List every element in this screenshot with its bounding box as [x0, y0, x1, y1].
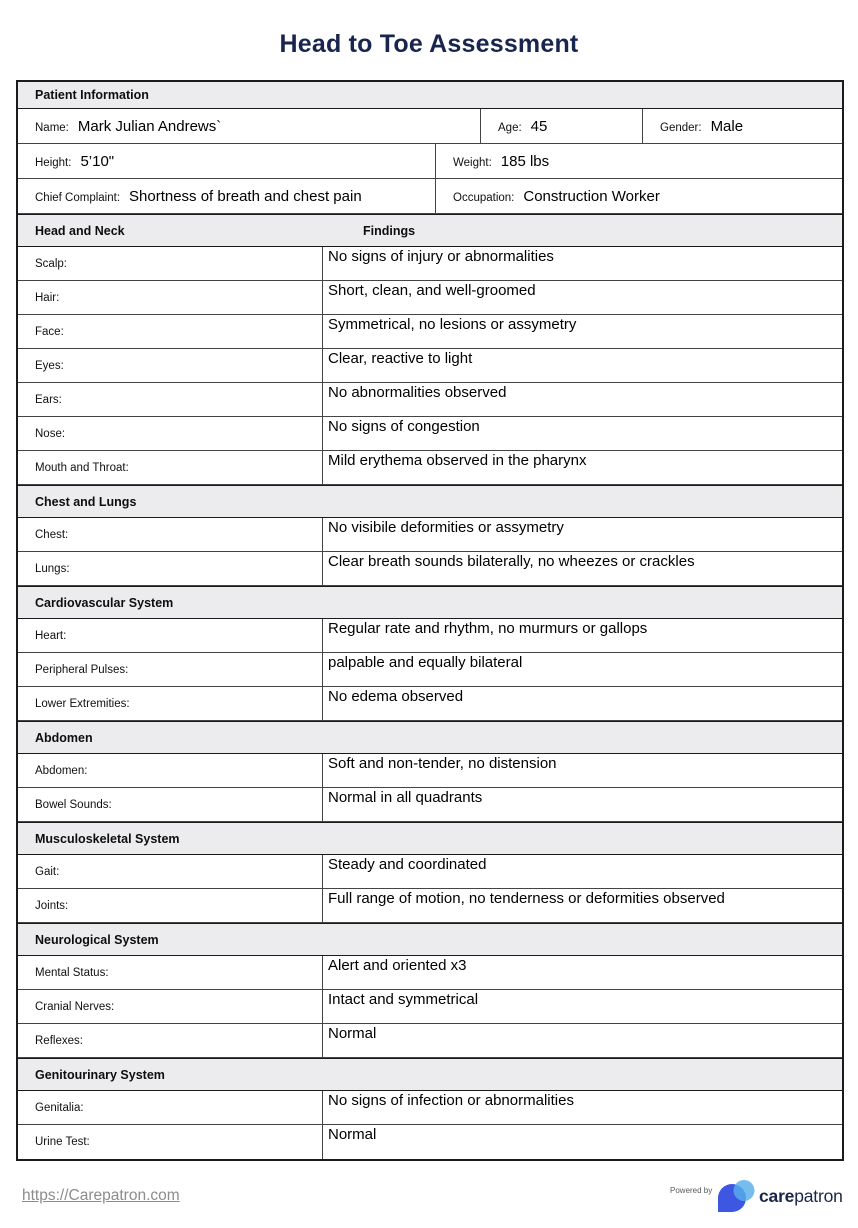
assessment-row: [18, 383, 842, 417]
row-value-cell[interactable]: [322, 855, 842, 888]
row-value-cell[interactable]: [322, 518, 842, 551]
section-header-label: Head and Neck: [35, 223, 125, 238]
carepatron-brand: [716, 1178, 843, 1215]
row-label-cell: [18, 788, 322, 821]
row-label: Face:: [35, 325, 64, 338]
row-value-cell[interactable]: [322, 383, 842, 416]
assessment-row: [18, 653, 842, 687]
row-label-cell: [18, 552, 322, 585]
height-cell[interactable]: [18, 144, 435, 178]
weight-cell[interactable]: [435, 144, 842, 178]
assessment-row: [18, 889, 842, 923]
assessment-row: [18, 619, 842, 653]
row-value: Steady and coordinated: [328, 856, 487, 873]
row-label-cell: [18, 281, 322, 314]
section-header-abdomen: [18, 721, 842, 754]
section-header-genitourinary-system: [18, 1058, 842, 1091]
patient-info-row-1: [18, 109, 842, 144]
row-value: Normal: [328, 1126, 377, 1143]
row-label: Urine Test:: [35, 1136, 90, 1148]
row-label-cell: [18, 956, 322, 989]
row-value: Normal: [328, 1025, 377, 1042]
row-label: Scalp:: [35, 257, 67, 270]
row-value-cell[interactable]: [322, 281, 842, 314]
patient-info-row-2: [18, 144, 842, 179]
section-header-musculoskeletal-system: [18, 822, 842, 855]
section-header-label: Neurological System: [35, 932, 159, 947]
row-value-cell[interactable]: [322, 754, 842, 787]
row-label-cell: [18, 451, 322, 484]
row-label: Reflexes:: [35, 1034, 83, 1047]
row-label: Chest:: [35, 528, 69, 541]
row-label: Nose:: [35, 427, 66, 440]
row-label-cell: [18, 990, 322, 1023]
name-label: Name:: [35, 121, 69, 134]
findings-column-header: Findings: [363, 223, 416, 238]
row-value-cell[interactable]: [322, 653, 842, 686]
assessment-row: [18, 315, 842, 349]
brand-wordmark-patron: patron: [794, 1186, 843, 1206]
section-header-label: Cardiovascular System: [35, 595, 174, 610]
assessment-sections: [18, 214, 842, 1159]
name-cell[interactable]: [18, 109, 480, 143]
row-value: Regular rate and rhythm, no murmurs or gallops: [328, 620, 648, 637]
assessment-row: [18, 518, 842, 552]
row-value: No visibile deformities or assymetry: [328, 519, 564, 536]
row-value: Clear breath sounds bilaterally, no wheezes or crackles: [328, 553, 695, 570]
weight-label: Weight:: [453, 156, 492, 169]
row-label-cell: [18, 1091, 322, 1124]
assessment-row: [18, 281, 842, 315]
row-value: No abnormalities observed: [328, 384, 507, 401]
row-label: Joints:: [35, 899, 69, 912]
row-value-cell[interactable]: [322, 451, 842, 484]
row-label-cell: [18, 518, 322, 551]
chief-complaint-value: Shortness of breath and chest pain: [129, 187, 362, 205]
height-value: 5’10": [80, 152, 115, 170]
page-title: Head to Toe Assessment: [279, 30, 579, 58]
row-label: Lower Extremities:: [35, 697, 130, 710]
row-label-cell: [18, 619, 322, 652]
row-value: Mild erythema observed in the pharynx: [328, 452, 587, 469]
gender-value: Male: [710, 117, 744, 135]
row-label-cell: [18, 1125, 322, 1159]
row-label-cell: [18, 349, 322, 382]
section-header-chest-and-lungs: [18, 485, 842, 518]
row-value-cell[interactable]: [322, 889, 842, 922]
assessment-row: [18, 417, 842, 451]
row-value: palpable and equally bilateral: [328, 654, 523, 671]
assessment-section: [18, 923, 842, 1058]
row-label-cell: [18, 889, 322, 922]
section-header-label: Genitourinary System: [35, 1067, 165, 1082]
assessment-row: [18, 552, 842, 586]
assessment-row: [18, 687, 842, 721]
row-label-cell: [18, 754, 322, 787]
footer-link[interactable]: https://Carepatron.com: [22, 1187, 180, 1204]
assessment-row: [18, 451, 842, 485]
row-value: Intact and symmetrical: [328, 991, 479, 1008]
section-header-neurological-system: [18, 923, 842, 956]
row-value: Short, clean, and well-groomed: [328, 282, 536, 299]
row-value-cell[interactable]: [322, 1125, 842, 1159]
assessment-row: [18, 754, 842, 788]
occupation-value: Construction Worker: [523, 187, 660, 205]
powered-by-label: Powered by: [670, 1186, 713, 1195]
height-label: Height:: [35, 156, 72, 169]
section-header-cardiovascular-system: [18, 586, 842, 619]
row-label: Gait:: [35, 865, 60, 878]
row-label-cell: [18, 855, 322, 888]
section-header-label: Abdomen: [35, 730, 93, 745]
assessment-section: [18, 586, 842, 721]
row-label: Cranial Nerves:: [35, 1000, 115, 1013]
row-value-cell[interactable]: [322, 247, 842, 280]
assessment-row: [18, 990, 842, 1024]
row-value-cell[interactable]: [322, 619, 842, 652]
row-value-cell[interactable]: [322, 956, 842, 989]
assessment-row: [18, 1125, 842, 1159]
assessment-section: [18, 1058, 842, 1159]
row-value: Normal in all quadrants: [328, 789, 483, 806]
row-label: Abdomen:: [35, 764, 88, 777]
row-value-cell[interactable]: [322, 417, 842, 450]
row-label: Bowel Sounds:: [35, 798, 112, 811]
occupation-cell[interactable]: [435, 179, 842, 213]
chief-complaint-cell[interactable]: [18, 179, 435, 213]
assessment-row: [18, 788, 842, 822]
row-label: Genitalia:: [35, 1101, 84, 1114]
row-label: Peripheral Pulses:: [35, 663, 129, 676]
row-label-cell: [18, 687, 322, 720]
row-label: Lungs:: [35, 562, 70, 575]
row-value: No signs of congestion: [328, 418, 480, 435]
assessment-row: [18, 349, 842, 383]
row-label: Mouth and Throat:: [35, 461, 129, 474]
row-label-cell: [18, 417, 322, 450]
assessment-row: [18, 247, 842, 281]
chief-complaint-label: Chief Complaint:: [35, 191, 121, 204]
row-value-cell[interactable]: [322, 990, 842, 1023]
assessment-row: [18, 1091, 842, 1125]
row-value: Symmetrical, no lesions or assymetry: [328, 316, 577, 333]
name-value: Mark Julian Andrews`: [77, 117, 222, 135]
assessment-row: [18, 956, 842, 990]
row-value-cell[interactable]: [322, 349, 842, 382]
row-value-cell[interactable]: [322, 552, 842, 585]
assessment-row: [18, 855, 842, 889]
section-header-head-and-neck: [18, 214, 842, 247]
row-label: Eyes:: [35, 359, 64, 372]
row-value: Alert and oriented x3: [328, 957, 467, 974]
assessment-section: [18, 485, 842, 586]
row-value: No edema observed: [328, 688, 464, 705]
assessment-section: [18, 822, 842, 923]
row-value-cell[interactable]: [322, 1024, 842, 1057]
section-header-label: Chest and Lungs: [35, 494, 137, 509]
row-value-cell[interactable]: [322, 687, 842, 720]
age-label: Age:: [498, 121, 522, 134]
row-label: Mental Status:: [35, 966, 109, 979]
row-label: Hair:: [35, 291, 60, 304]
assessment-section: [18, 721, 842, 822]
row-value: Clear, reactive to light: [328, 350, 473, 367]
brand-wordmark-care: care: [759, 1186, 795, 1206]
row-label-cell: [18, 247, 322, 280]
row-value: No signs of infection or abnormalities: [328, 1092, 574, 1109]
row-label-cell: [18, 653, 322, 686]
occupation-label: Occupation:: [453, 191, 515, 204]
patient-information-header: [18, 82, 842, 109]
row-label-cell: [18, 383, 322, 416]
section-header-label: Musculoskeletal System: [35, 831, 180, 846]
age-value: 45: [530, 117, 548, 135]
carepatron-logo-icon: [716, 1178, 755, 1215]
row-value-cell[interactable]: [322, 788, 842, 821]
row-value-cell[interactable]: [322, 315, 842, 348]
row-value: No signs of injury or abnormalities: [328, 248, 554, 265]
row-label-cell: [18, 315, 322, 348]
row-label: Ears:: [35, 393, 62, 406]
row-label-cell: [18, 1024, 322, 1057]
assessment-table: [16, 80, 844, 1161]
row-value: Full range of motion, no tenderness or deformities observed: [328, 890, 725, 907]
patient-information-header-label: Patient Information: [35, 88, 149, 102]
age-cell[interactable]: [480, 109, 642, 143]
assessment-row: [18, 1024, 842, 1058]
weight-value: 185 lbs: [500, 152, 550, 170]
row-value: Soft and non-tender, no distension: [328, 755, 557, 772]
row-value-cell[interactable]: [322, 1091, 842, 1124]
patient-info-row-3: [18, 179, 842, 214]
brand-wordmark: [759, 1186, 843, 1207]
gender-label: Gender:: [660, 121, 702, 134]
assessment-section: [18, 214, 842, 485]
gender-cell[interactable]: [642, 109, 842, 143]
row-label: Heart:: [35, 629, 67, 642]
